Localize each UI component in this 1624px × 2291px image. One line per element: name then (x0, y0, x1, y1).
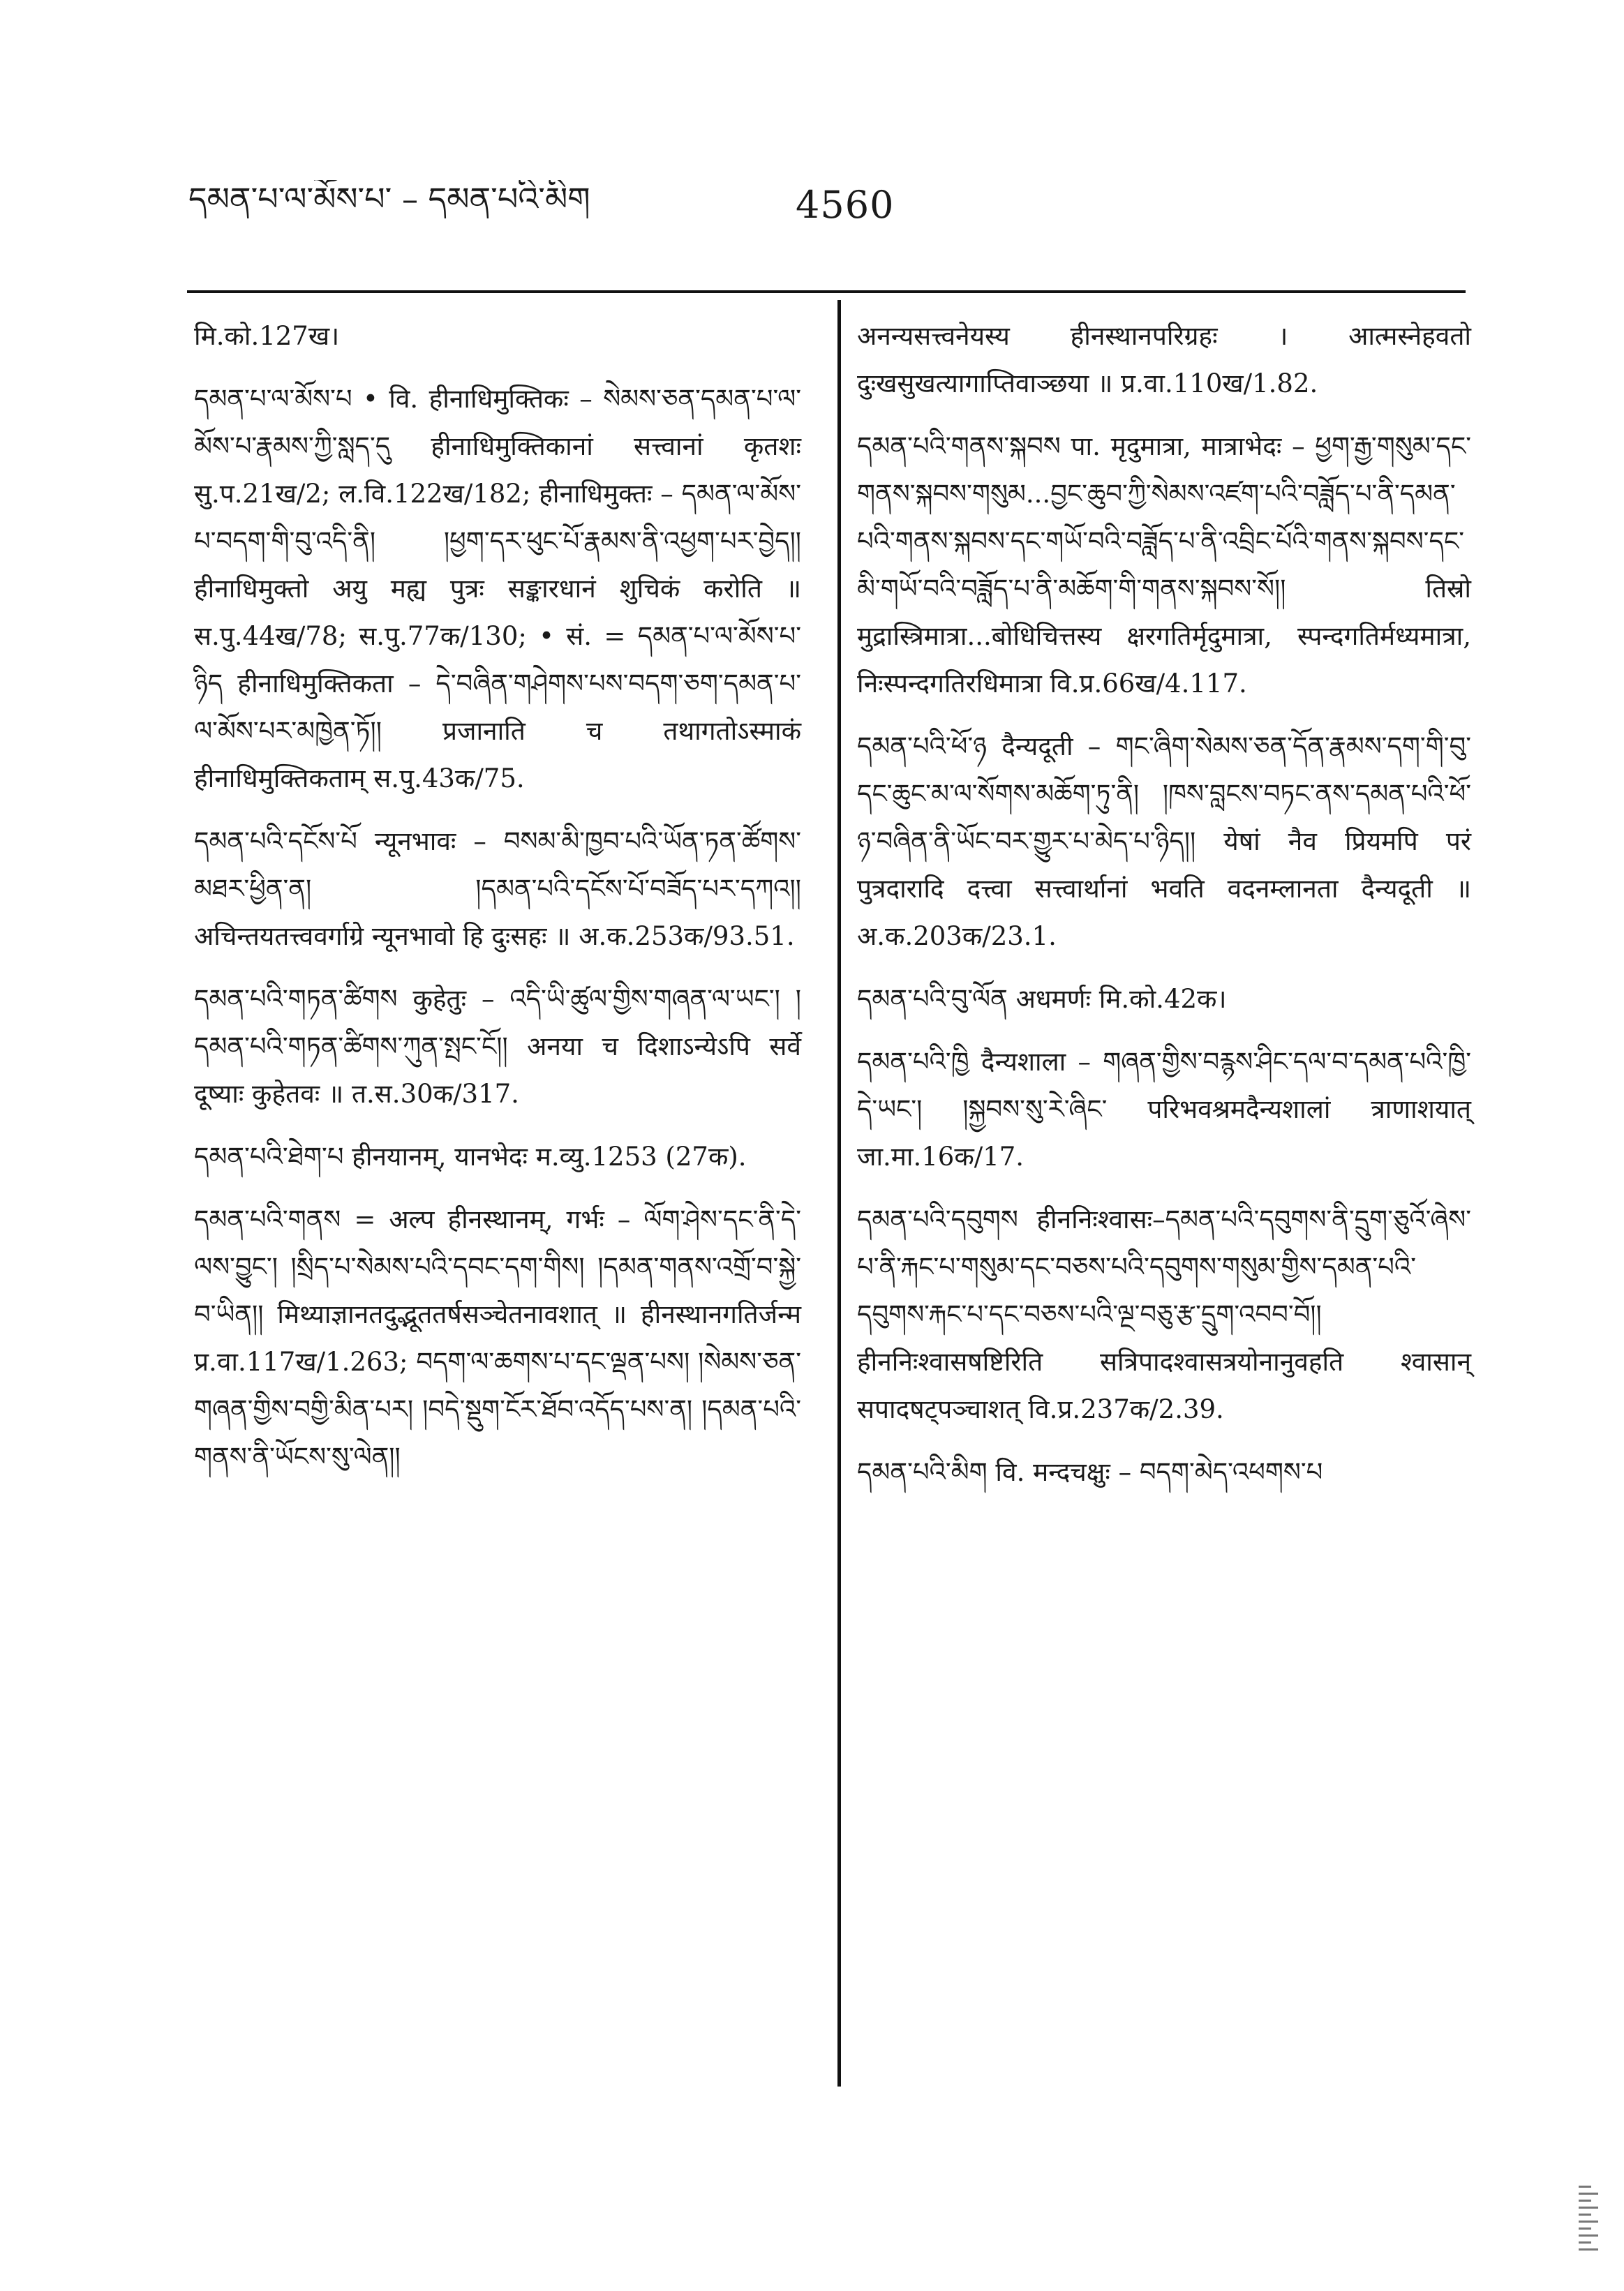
dictionary-entry (857, 723, 1471, 960)
entry-text: དམན་པའི་གཏན་ཚིགས कुहेतुः – འདི་ཡི་ཚུལ་གྱིས་གཞན་ལ་ཡང་། །དམན་པའི་གཏན་ཚིགས་ཀུན་སྤང་ངོ།། अनया च दिशाऽन्येऽपि सर्वे दूष्याः कुहेतवः ॥ त.स.30क/317. (194, 984, 801, 1109)
entry-text: དམན་པའི་ཕོ་ཉ दैन्यदूती – གང་ཞིག་སེམས་ཅན་དོན་རྣམས་དག་གི་བུ་དང་ཆུང་མ་ལ་སོགས་མཆོག་ཏུ་ནི། །ཁས་བླངས་བཏང་ནས་དམན་པའི་ཕོ་ཉ་བཞིན་ནི་ཡོང་བར་གྱུར་པ་མེད་པ་ཉིད།། येषां नैव प्रियमपि परं पुत्रदारादि दत्त्वा सत्त्वार्थानां भवति वदनम्लानता दैन्यदूती ॥ अ.क.203क/23.1. (857, 731, 1471, 951)
entry-text: དམན་པའི་གནས = अल्प हीनस्थानम्, गर्भः – ལོག་ཤེས་དང་ནི་དེ་ལས་བྱུང་། །སྲིད་པ་སེམས་པའི་དབང་དག་གིས། །དམན་གནས་འགྲོ་བ་སྐྱེ་བ་ཡིན།། मिथ्याज्ञानतदुद्भूततर्षसञ्चेतनावशात् ॥ हीनस्थानगतिर्जन्म प्र.वा.117ख/1.263; བདག་ལ་ཆགས་པ་དང་ལྡན་པས། །སེམས་ཅན་གཞན་གྱིས་བགྱི་མིན་པར། །བདེ་སྡུག་ངོར་ཐོབ་འདོད་པས་ན། །དམན་པའི་གནས་ནི་ཡོངས་སུ་ལེན།། (194, 1204, 801, 1472)
entry-text: དམན་པའི་གནས་སྐབས पा. मृदुमात्रा, मात्राभेदः – ཕྱག་རྒྱ་གསུམ་དང་གནས་སྐབས་གསུམ...བྱང་ཆུབ་ཀྱི་སེམས་འཛག་པའི་བཟློད་པ་ནི་དམན་པའི་གནས་སྐབས་དང་གཡོ་བའི་བཟློད་པ་ནི་འབྲིང་པོའི་གནས་སྐབས་དང་མི་གཡོ་བའི་བཟློད་པ་ནི་མཆོག་གི་གནས་སྐབས་སོ།། तिस्रो मुद्रास्त्रिमात्रा...बोधिचित्तस्य क्षरगतिर्मृदुमात्रा, स्पन्दगतिर्मध्यमात्रा, निःस्पन्दगतिरधिमात्रा वि.प्र.66ख/4.117. (857, 431, 1471, 699)
dictionary-entry (857, 313, 1471, 408)
dictionary-entry (194, 313, 801, 360)
dictionary-entry (857, 1196, 1471, 1433)
entry-text: དམན་པའི་དབུགས हीननिःश्वासः–དམན་པའི་དབུགས་ནི་དྲུག་ཅུའོ་ཞེས་པ་ནི་རྐང་པ་གསུམ་དང་བཅས་པའི་དབུགས་གསུམ་གྱིས་དམན་པའི་དབུགས་རྐང་པ་དང་བཅས་པའི་ལྔ་བཅུ་རྩ་དྲུག་འབབ་བོ།། हीननिःश्वासषष्टिरिति सत्रिपादश्वासत्रयोनानुवहति श्वासान् सपादषट्पञ्चाशत् वि.प्र.237क/2.39. (857, 1204, 1471, 1424)
dictionary-entry (857, 423, 1471, 708)
entry-text: अनन्यसत्त्वनेयस्य हीनस्थानपरिग्रहः । आत्मस्नेहवतो दुःखसुखत्यागाप्तिवाञ्छया ॥ प्र.वा.110ख/1.82. (857, 321, 1471, 398)
binding-edge-marks (1579, 2181, 1600, 2285)
entry-text: मि.को.127ख। (194, 321, 340, 351)
entry-text: དམན་པའི་བུ་ལོན अधमर्णः मि.को.42क। (857, 984, 1227, 1014)
entry-text: དམན་པའི་མིག वि. मन्दचक्षुः – བདག་མེད་འཕགས་པ (857, 1457, 1323, 1487)
page-number: 4560 (796, 183, 895, 227)
dictionary-entry (194, 976, 801, 1118)
dictionary-entry (857, 1449, 1471, 1496)
entry-text: དམན་པའི་དངོས་པོ न्यूनभावः – བསམ་མི་ཁྱབ་པའི་ཡོན་ཏན་ཚོགས་མཐར་ཕྱིན་ན། །དམན་པའི་དངོས་པོ་བཟོད་པར་དཀའ།། अचिन्तयतत्त्ववर्गाग्रे न्यूनभावो हि दुःसहः ॥ अ.क.253क/93.51. (194, 826, 801, 951)
dictionary-entry (857, 976, 1471, 1023)
left-column (194, 313, 801, 1496)
column-divider (837, 300, 841, 2087)
dictionary-entry (857, 1038, 1471, 1181)
dictionary-entry (194, 375, 801, 803)
entry-text: དམན་པའི་ཐེག་པ हीनयानम्, यानभेदः म.व्यु.1253 (27क). (194, 1142, 747, 1172)
dictionary-entry (194, 1133, 801, 1181)
entry-text: དམན་པ་ལ་མོས་པ • वि. हीनाधिमुक्तिकः – སེམས་ཅན་དམན་པ་ལ་མོས་པ་རྣམས་ཀྱི་སླད་དུ हीनाधिमुक्तिकानां सत्त्वानां कृतशः सु.प.21ख/2; ल.वि.122ख/182; हीनाधिमुक्तः – དམན་ལ་མོས་པ་བདག་གི་བུ་འདི་ནི། །ཕྱག་དར་ཕུང་པོ་རྣམས་ནི་འཕྱག་པར་བྱེད།། हीनाधिमुक्तो अयु मह्य पुत्रः सङ्कारधानं शुचिकं करोति ॥ स.पु.44ख/78; स.पु.77क/130; • सं. = དམན་པ་ལ་མོས་པ་ཉིད हीनाधिमुक्तिकता – དེ་བཞིན་གཤེགས་པས་བདག་ཅག་དམན་པ་ལ་མོས་པར་མཁྱེན་ཏོ།། प्रजानाति च तथागतोऽस्माकं हीनाधिमुक्तिकताम् स.पु.43क/75. (194, 384, 801, 793)
right-column (857, 313, 1471, 1512)
dictionary-entry (194, 1196, 801, 1481)
entry-text: དམན་པའི་ཁྱི दैन्यशाला – གཞན་གྱིས་བརྙས་ཤིང་དལ་བ་དམན་པའི་ཁྱི་དེ་ཡང་། །སྐྱབས་སུ་རེ་ཞིང་ परिभवश्रमदैन्यशालां त्राणाशयात् जा.मा.16क/17. (857, 1047, 1471, 1172)
header-rule (187, 290, 1466, 293)
running-head: དམན་པ་ལ་མོས་པ་ – དམན་པའི་མིག (188, 180, 590, 218)
dictionary-entry (194, 818, 801, 960)
